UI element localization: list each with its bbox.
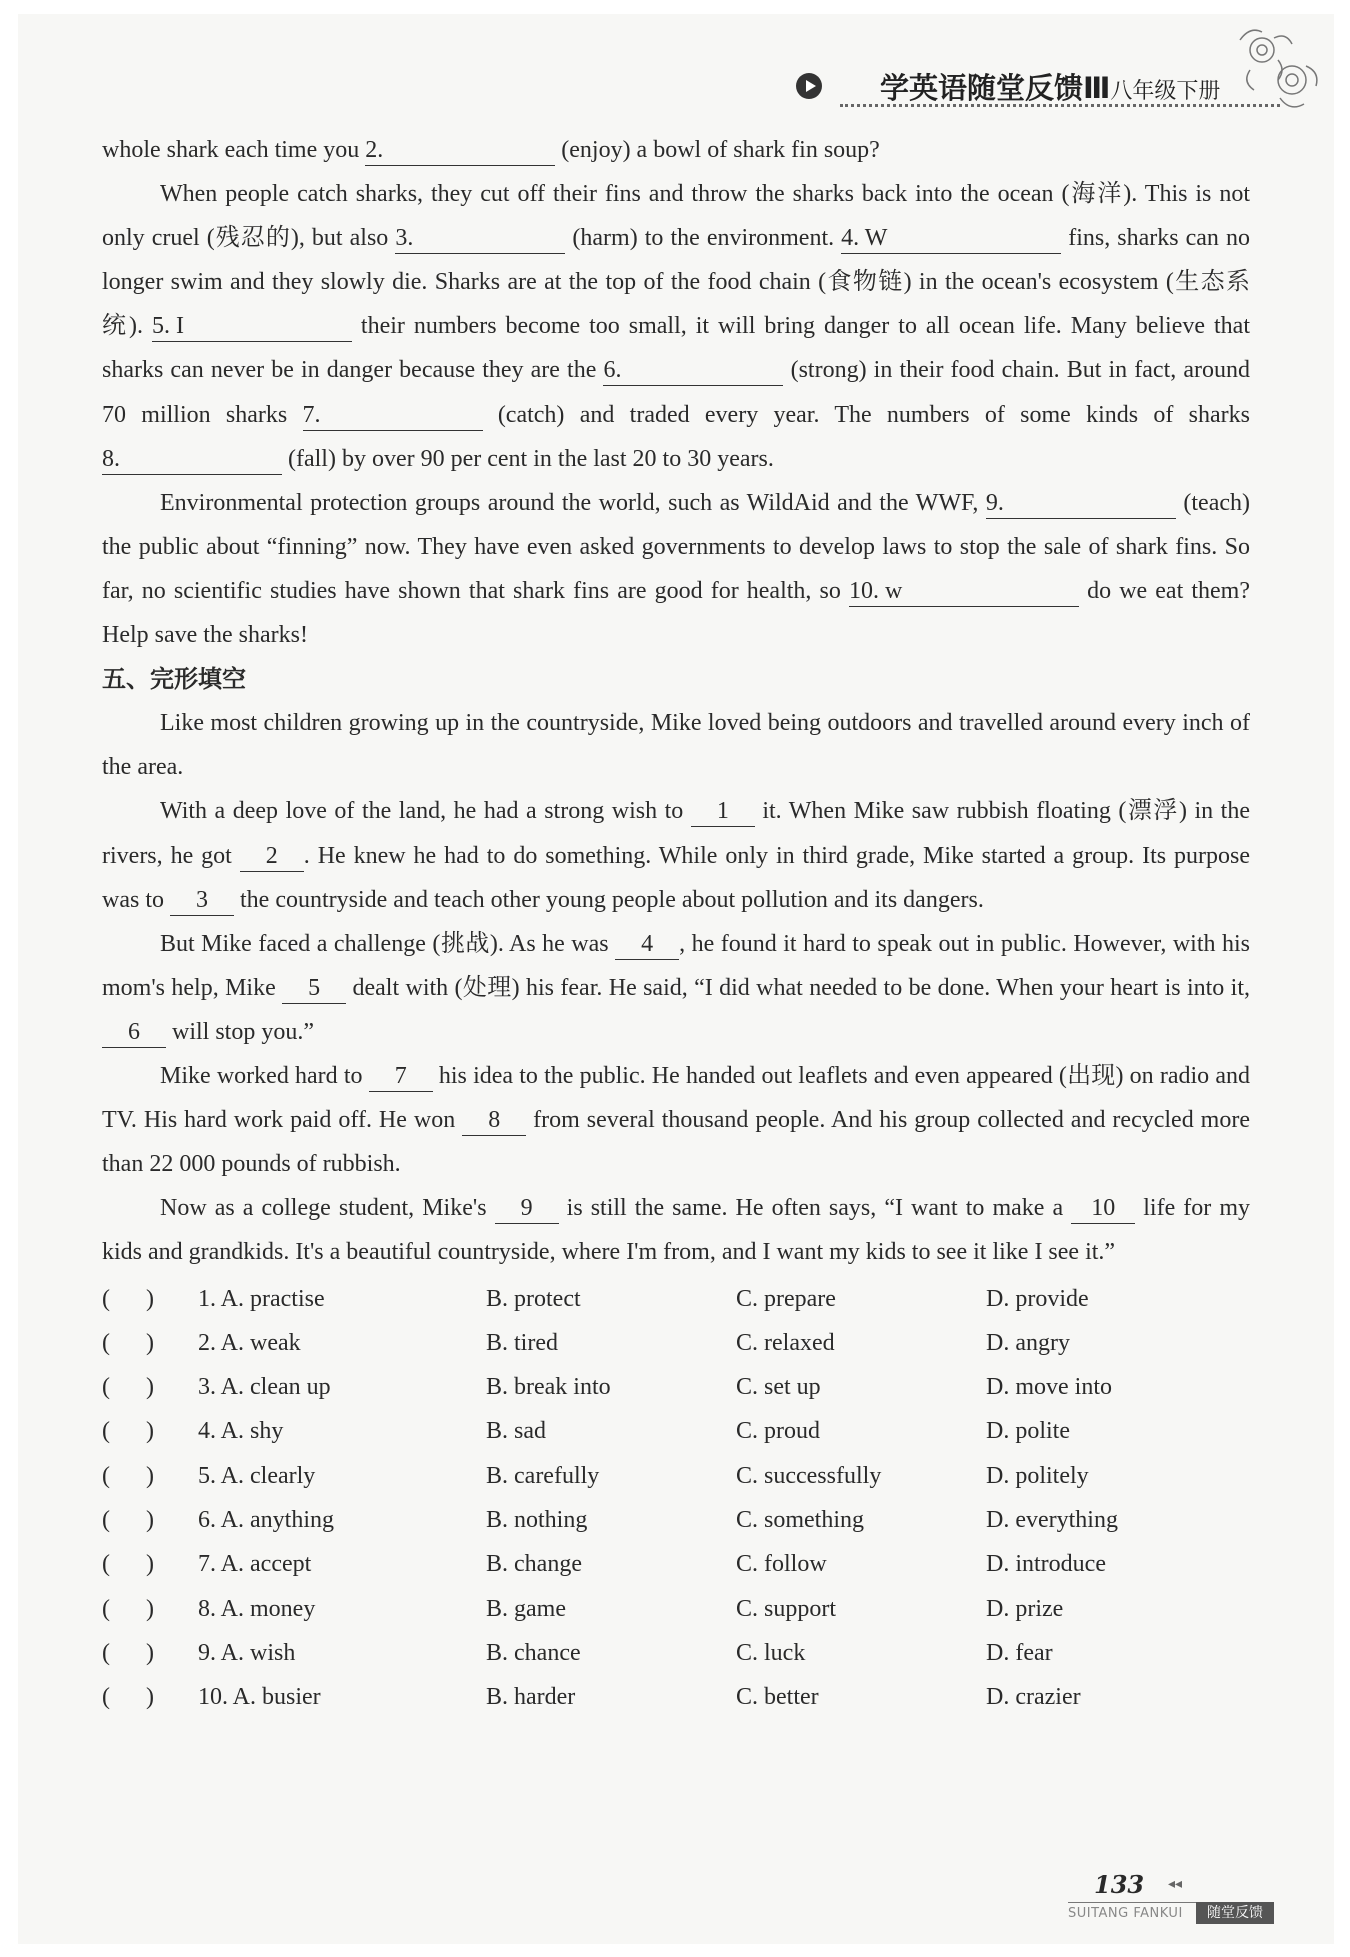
text-run: (harm) to the environment.	[565, 225, 842, 252]
option-b[interactable]: B. harder	[486, 1684, 576, 1711]
page-number: 133	[1094, 1870, 1145, 1899]
text-run: Now as a college student, Mike's	[160, 1195, 495, 1222]
cloze-blank-8[interactable]: 8	[462, 1105, 526, 1136]
back-arrows-icon: ◂◂	[1168, 1876, 1183, 1892]
cloze-blank-3[interactable]: 3	[170, 885, 234, 916]
option-a[interactable]: 3. A. clean up	[198, 1374, 331, 1401]
cloze-blank-1[interactable]: 1	[691, 796, 755, 827]
option-b[interactable]: B. change	[486, 1551, 582, 1578]
option-a[interactable]: 7. A. accept	[198, 1551, 312, 1578]
text-run: Environmental protection groups around the world, such as WildAid and the WWF,	[160, 489, 986, 516]
text-run: dealt with (处理) his fear. He said, “I did what needed to be done. When your heart is into it,	[346, 974, 1251, 1001]
cloze-blank-9[interactable]: 9	[495, 1193, 559, 1224]
option-b[interactable]: B. protect	[486, 1285, 581, 1312]
option-b[interactable]: B. game	[486, 1595, 566, 1622]
answer-bracket[interactable]: ( )	[102, 1684, 154, 1711]
option-c[interactable]: C. successfully	[736, 1462, 882, 1489]
text-run: the countryside and teach other young people about pollution and its dangers.	[234, 886, 984, 913]
text-run: (strong) in their food chain. But in fact, around 70 million sharks	[102, 357, 1250, 428]
text-run: life for my kids and grandkids. It's a beautiful countryside, where I'm from, and I want my kids to see it like I see it.”	[102, 1195, 1250, 1266]
text-run: With a deep love of the land, he had a strong wish to	[160, 798, 691, 825]
option-b[interactable]: B. chance	[486, 1639, 581, 1666]
option-c[interactable]: C. better	[736, 1684, 819, 1711]
passage-paragraph-2	[102, 172, 1250, 481]
cloze-paragraph-4	[102, 1054, 1250, 1186]
section-heading: 五、完形填空	[102, 665, 246, 694]
option-a[interactable]: 10. A. busier	[198, 1684, 321, 1711]
option-c[interactable]: C. prepare	[736, 1285, 836, 1312]
answer-bracket[interactable]: ( )	[102, 1462, 154, 1489]
blank-5[interactable]: 5. I	[152, 311, 352, 342]
option-row	[102, 1675, 1250, 1719]
text-run: (enjoy) a bowl of shark fin soup?	[555, 137, 880, 163]
book-title-main: 学英语随堂反馈Ⅲ	[880, 71, 1111, 105]
option-d[interactable]: D. polite	[986, 1418, 1070, 1445]
option-d[interactable]: D. politely	[986, 1462, 1089, 1489]
text-run: is still the same. He often says, “I want to make a	[558, 1195, 1072, 1222]
option-row	[102, 1542, 1250, 1586]
option-b[interactable]: B. tired	[486, 1329, 558, 1356]
option-a[interactable]: 8. A. money	[198, 1595, 316, 1622]
option-d[interactable]: D. angry	[986, 1329, 1070, 1356]
text-run: from several thousand people. And his group collected and recycled more than 22 000 pounds of rubbish.	[102, 1107, 1250, 1178]
cloze-blank-6[interactable]: 6	[102, 1017, 166, 1048]
option-a[interactable]: 1. A. practise	[198, 1285, 325, 1312]
option-a[interactable]: 9. A. wish	[198, 1639, 296, 1666]
option-d[interactable]: D. everything	[986, 1507, 1118, 1534]
blank-2[interactable]: 2.	[365, 135, 555, 166]
option-b[interactable]: B. break into	[486, 1374, 611, 1401]
page-content	[102, 128, 1250, 1719]
text-run: . He knew he had to do something. While only in third grade, Mike started a group. Its purpose was to	[102, 842, 1250, 913]
blank-9[interactable]: 9.	[986, 488, 1176, 519]
option-d[interactable]: D. introduce	[986, 1551, 1106, 1578]
play-icon	[796, 73, 822, 99]
option-c[interactable]: C. luck	[736, 1639, 806, 1666]
answer-options	[102, 1276, 1250, 1719]
option-d[interactable]: D. crazier	[986, 1684, 1081, 1711]
answer-bracket[interactable]: ( )	[102, 1551, 154, 1578]
flower-decoration-icon	[1220, 20, 1330, 130]
cloze-blank-7[interactable]: 7	[369, 1061, 433, 1092]
option-c[interactable]: C. relaxed	[736, 1329, 835, 1356]
option-row	[102, 1276, 1250, 1320]
text-run: will stop you.”	[166, 1018, 314, 1045]
text-run: fins, sharks can no longer swim and they slowly die. Sharks are at the top of the food chain (食物链) in the ocean's ecosystem (生态系统).	[102, 225, 1250, 340]
page-header	[0, 0, 1350, 130]
option-c[interactable]: C. set up	[736, 1374, 821, 1401]
option-row	[102, 1454, 1250, 1498]
blank-6[interactable]: 6.	[603, 355, 783, 386]
footer-english-label: SUITANG FANKUI	[1068, 1906, 1183, 1921]
footer-badge: 随堂反馈	[1196, 1902, 1274, 1924]
option-b[interactable]: B. sad	[486, 1418, 546, 1445]
cloze-paragraph-2	[102, 789, 1250, 921]
blank-10[interactable]: 10. w	[849, 576, 1079, 607]
blank-7[interactable]: 7.	[303, 400, 483, 431]
answer-bracket[interactable]: ( )	[102, 1329, 154, 1356]
text-run: , he found it hard to speak out in public. However, with his mom's help, Mike	[102, 930, 1250, 1001]
text-run: (catch) and traded every year. The numbers of some kinds of sharks	[482, 401, 1250, 428]
header-dotted-rule	[840, 104, 1280, 107]
option-row	[102, 1631, 1250, 1675]
cloze-blank-4[interactable]: 4	[615, 929, 679, 960]
option-d[interactable]: D. fear	[986, 1639, 1053, 1666]
option-c[interactable]: C. support	[736, 1595, 837, 1622]
option-row	[102, 1321, 1250, 1365]
text-run: (fall) by over 90 per cent in the last 20 to 30 years.	[282, 445, 774, 472]
option-d[interactable]: D. move into	[986, 1374, 1112, 1401]
answer-bracket[interactable]: ( )	[102, 1507, 154, 1534]
text-run: their numbers become too small, it will bring danger to all ocean life. Many believe that sharks can never be in danger because they are the	[102, 313, 1250, 384]
option-c[interactable]: C. proud	[736, 1418, 820, 1445]
text-run: (teach) the public about “finning” now. They have even asked governments to develop laws to stop the sale of shark fins. So far, no scientific studies have shown that shark fins are good for health, so	[102, 489, 1251, 604]
option-b[interactable]: B. nothing	[486, 1507, 588, 1534]
option-a[interactable]: 5. A. clearly	[198, 1462, 316, 1489]
option-c[interactable]: C. something	[736, 1507, 865, 1534]
answer-bracket[interactable]: ( )	[102, 1418, 154, 1445]
option-a[interactable]: 6. A. anything	[198, 1507, 334, 1534]
blank-3[interactable]: 3.	[395, 223, 565, 254]
book-title	[880, 66, 1220, 107]
answer-bracket[interactable]: ( )	[102, 1639, 154, 1666]
option-d[interactable]: D. provide	[986, 1285, 1089, 1312]
text-run: it. When Mike saw rubbish floating (漂浮) in the rivers, he got	[102, 798, 1250, 869]
text-run: Mike worked hard to	[160, 1062, 369, 1089]
answer-bracket[interactable]: ( )	[102, 1595, 154, 1622]
cloze-blank-5[interactable]: 5	[282, 973, 346, 1004]
option-c[interactable]: C. follow	[736, 1551, 827, 1578]
book-title-sub: 八年级下册	[1110, 79, 1221, 104]
option-d[interactable]: D. prize	[986, 1595, 1064, 1622]
passage-paragraph-1	[102, 128, 1250, 172]
cloze-blank-2[interactable]: 2	[240, 841, 304, 872]
option-a[interactable]: 4. A. shy	[198, 1418, 284, 1445]
option-row	[102, 1365, 1250, 1409]
option-b[interactable]: B. carefully	[486, 1462, 600, 1489]
blank-8[interactable]: 8.	[102, 444, 282, 475]
text-run: do we eat them? Help save the sharks!	[102, 577, 1250, 649]
answer-bracket[interactable]: ( )	[102, 1285, 154, 1312]
option-row	[102, 1498, 1250, 1542]
cloze-paragraph-1: Like most children growing up in the countryside, Mike loved being outdoors and travelled around every inch of the area.	[102, 710, 1250, 781]
text-run: When people catch sharks, they cut off their fins and throw the sharks back into the ocean (海洋). This is not only cruel (残忍的), but also	[102, 181, 1250, 252]
text-run: his idea to the public. He handed out leaflets and even appeared (出现) on radio and TV. His hard work paid off. He won	[102, 1062, 1250, 1134]
answer-bracket[interactable]: ( )	[102, 1374, 154, 1401]
footer-rule	[1068, 1902, 1198, 1903]
option-a[interactable]: 2. A. weak	[198, 1329, 301, 1356]
option-row	[102, 1587, 1250, 1631]
cloze-paragraph-3	[102, 922, 1250, 1054]
cloze-blank-10[interactable]: 10	[1071, 1193, 1135, 1224]
blank-4[interactable]: 4. W	[841, 223, 1061, 254]
passage-paragraph-3	[102, 481, 1250, 657]
text-run: But Mike faced a challenge (挑战). As he was	[160, 930, 616, 957]
option-row	[102, 1409, 1250, 1453]
text-run: whole shark each time you	[102, 137, 366, 163]
cloze-paragraph-5	[102, 1186, 1250, 1274]
